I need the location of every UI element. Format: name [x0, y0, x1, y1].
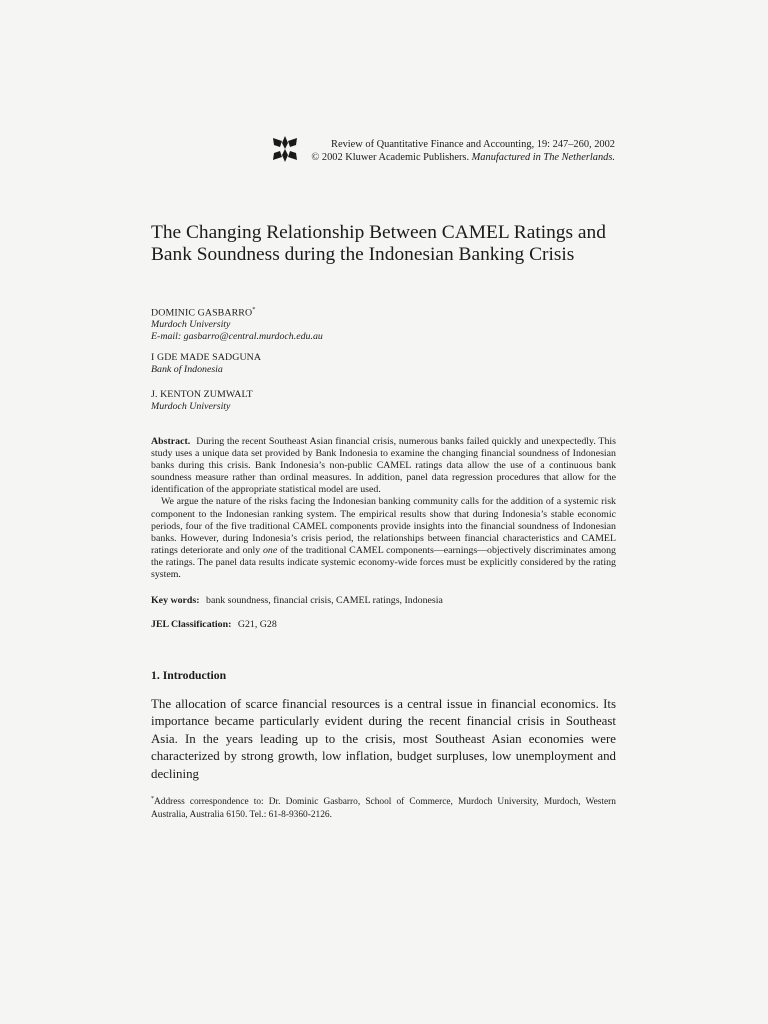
section-heading: 1. Introduction	[151, 669, 227, 682]
abstract	[151, 436, 616, 581]
journal-header	[311, 138, 615, 165]
footnote-marker: *	[151, 796, 154, 802]
jel-value: G21, G28	[237, 619, 277, 630]
keywords	[151, 595, 443, 607]
author-affiliation: Murdoch University	[151, 401, 231, 412]
author-affiliation: Bank of Indonesia	[151, 364, 223, 375]
author-block	[151, 352, 261, 376]
jel-classification	[151, 619, 277, 631]
keywords-value: bank soundness, financial crisis, CAMEL ratings, Indonesia	[206, 595, 443, 606]
author-name: J. KENTON ZUMWALT	[151, 389, 253, 400]
author-affiliation: Murdoch University	[151, 319, 231, 331]
abstract-paragraph: We argue the nature of the risks facing the Indonesian banking community calls for the addition of a systemic risk component to the Indonesian ranking system. The empirical results show that during Indonesia’s stable economic periods, four of the five traditional CAMEL components provide insights into the financial soundness of Indonesian banks. However, during Indonesia’s crisis period, the relationships between financial characteristics and CAMEL ratings deteriorate and only one of the traditional CAMEL components—earnings—objectively discriminates among the ratings. The panel data results indicate systemic economy-wide forces must be explicitly considered by the rating system.	[151, 496, 616, 581]
body-paragraph: The allocation of scarce financial resources is a central issue in financial economics. Its importance became particularly evident during the recent financial crisis in Southeast Asia. In the years leading up to the crisis, most Southeast Asian economies were characterized by strong growth, low inflation, budget surpluses, low unemployment and declining	[151, 697, 616, 781]
keywords-label: Key words:	[151, 595, 200, 606]
journal-citation: Review of Quantitative Finance and Accounting, 19: 247–260, 2002	[331, 139, 615, 150]
footnote	[151, 793, 616, 821]
jel-label: JEL Classification:	[151, 619, 232, 630]
author-block	[151, 304, 323, 343]
kluwer-logo-icon	[271, 135, 299, 163]
author-block	[151, 389, 253, 413]
copyright-symbol: ©	[311, 152, 320, 164]
abstract-paragraph: Abstract. During the recent Southeast Asian financial crisis, numerous banks failed quickly and unexpectedly. This study uses a unique data set provided by Bank Indonesia to examine the changing financial soundness of Indonesian banks during this crisis. Bank Indonesia’s non-public CAMEL ratings data allow the use of a continuous bank soundness measure rather than ordinal measures. In addition, panel data regression procedures that allow for the identification of the appropriate statistical model are used.	[151, 436, 616, 496]
author-name: DOMINIC GASBARRO*	[151, 306, 256, 319]
journal-copyright: © 2002 Kluwer Academic Publishers. Manufactured in The Netherlands.	[311, 152, 615, 164]
abstract-label: Abstract.	[151, 436, 191, 447]
author-name: I GDE MADE SADGUNA	[151, 352, 262, 363]
author-email: E-mail: gasbarro@central.murdoch.edu.au	[151, 331, 323, 343]
paper-title: The Changing Relationship Between CAMEL Ratings and Bank Soundness during the Indonesian Banking Crisis	[151, 222, 606, 266]
footnote-text: Address correspondence to: Dr. Dominic Gasbarro, School of Commerce, Murdoch University, Murdoch, Western Australia, Australia 6150. Tel.: 61-8-9360-2126.	[151, 797, 616, 820]
